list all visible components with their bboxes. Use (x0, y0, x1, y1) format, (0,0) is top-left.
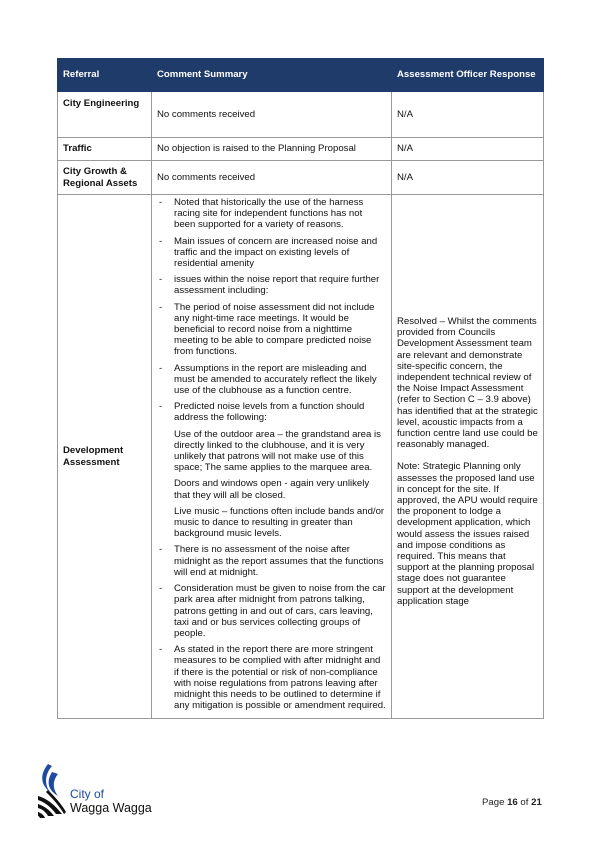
response-cell (392, 195, 544, 719)
referral-cell: Development Assessment (58, 195, 152, 719)
table-row (58, 161, 544, 195)
response-cell: N/A (392, 161, 544, 195)
response-paragraph: Resolved – Whilst the comments provided from Councils Development Assessment team are relevant and demonstrate site-specific concern, the independent technical review of the Noise Impact Assessment (refer to Section C – 3.9 above) has identified that at the strategic level, acoustic impacts from a function centre land use could be reasonably managed. (397, 316, 538, 451)
referral-table (57, 58, 544, 719)
logo-text-wagga-wagga: Wagga Wagga (70, 801, 152, 815)
referral-cell: Traffic (58, 138, 152, 161)
response-paragraph: Note: Strategic Planning only assesses the proposed land use in concept for the site. If approved, the APU would require the proponent to lodge a development application, which would assess the issues raised and impose conditions as required. This means that support at the planning proposal stage does not guarantee support at the development application stage (397, 461, 538, 607)
list-item: Doors and windows open - again very unlikely that they will all be closed. (174, 478, 370, 501)
page-number: Page 16 of 21 (482, 797, 542, 808)
table-header-row (58, 59, 544, 92)
table-row (58, 138, 544, 161)
response-cell: N/A (392, 92, 544, 138)
referral-cell: City Growth & Regional Assets (58, 161, 152, 195)
table-row (58, 92, 544, 138)
list-item: - The period of noise assessment did not include any night-time race meetings. It would be beneficial to record noise from a nighttime meeting to be able to compare predicted noise from functions. (159, 301, 375, 358)
list-item: - As stated in the report there are more stringent measures to be complied with after midnight and if there is the potential or risk of non-compliance with noise regulations from patrons leaving after midnight this needs to be outlined to determine if any mitigation is possible or amendment required. (159, 644, 386, 712)
list-item: - Consideration must be given to noise from the car park area after midnight from patrons talking, patrons getting in and out of cars, cars leaving, taxi and or bus services collecting groups of people. (159, 583, 386, 639)
list-item: - issues within the noise report that require further assessment including: (159, 274, 380, 297)
comment-cell: No comments received (152, 161, 392, 195)
header-comment-summary: Comment Summary (152, 59, 392, 92)
response-cell: N/A (392, 138, 544, 161)
comment-cell (152, 195, 392, 719)
list-item: - Main issues of concern are increased noise and traffic and the impact on existing levels of residential amenity (159, 235, 378, 270)
comment-cell: No objection is raised to the Planning Proposal (152, 138, 392, 161)
list-item: - There is no assessment of the noise after midnight as the report assumes that the functions will end at midnight. (159, 544, 384, 578)
list-item: - Predicted noise levels from a function should address the following: (159, 401, 365, 424)
list-item: - Noted that historically the use of the harness racing site for independent functions has not been supported for a variety of reasons. (159, 197, 364, 231)
comment-cell: No comments received (152, 92, 392, 138)
referral-cell: City Engineering (58, 92, 152, 138)
list-item: Live music – functions often include bands and/or music to dance to resulting in greater than background music levels. (174, 505, 385, 540)
header-officer-response: Assessment Officer Response (392, 59, 544, 92)
logo-text-city-of: City of (70, 787, 105, 801)
table-row (58, 195, 544, 719)
list-item: Use of the outdoor area – the grandstand area is directly linked to the clubhouse, and it is very unlikely that patrons will not make use of this space; The same applies to the marquee area. (174, 428, 381, 474)
header-referral: Referral (58, 59, 152, 92)
comment-list (157, 195, 386, 718)
list-item: - Assumptions in the report are misleading and must be amended to accurately reflect the likely use of the clubhouse as a function centre. (159, 362, 377, 397)
